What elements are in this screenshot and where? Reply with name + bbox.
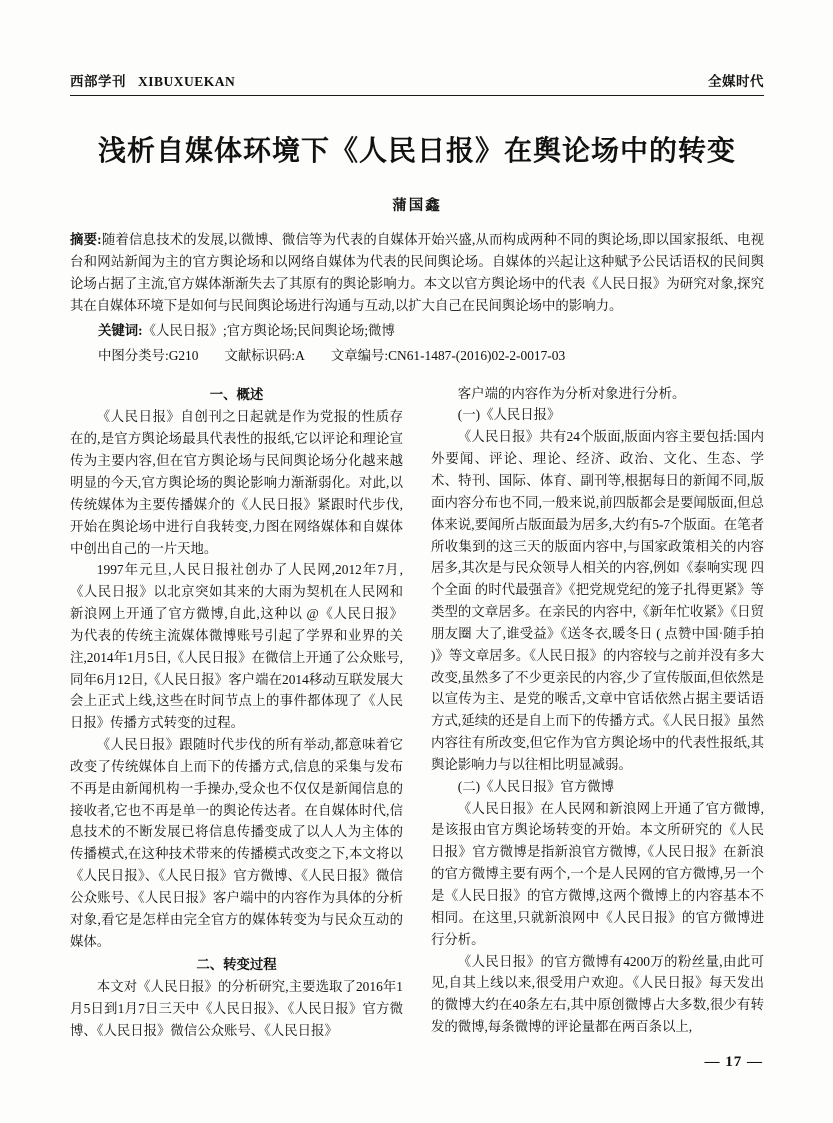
journal-name-cn: 西部学刊 xyxy=(70,74,126,89)
body-paragraph: 《人民日报》共有24个版面,版面内容主要包括:国内外要闻、评论、理论、经济、政治、文化、生态、学术、特刊、国际、体育、副刊等,根据每日的新闻不同,版面内容分布也不同,一般来说,前四版都会是要闻版面,但总体来说,要闻所占版面最为居多,大约有5-7个版面。在笔者所收集到的这三天的版面内容中,与国家政策相关的内容居多,其次是与民众领导人相关的内容,例如《泰响实现 四个全面 的时代最强音》《把党规党纪的笼子扎得更紧》等类型的文章居多。在亲民的内容中,《新年忙收紧》《日贸 朋友圈 大了,谁受益》《送冬衣,暖冬日 ( 点赞中国·随手拍 )》等文章居多。《人民日报》的内容较与之前并没有多大改变,虽然多了不少更亲民的内容,少了宣传版面,但依然是以宣传为主、是党的喉舌,文章中官话依然占据主要话语方式,延续的还是自上而下的传播方式。《人民日报》虽然内容往有所改变,但它作为官方舆论场中的代表性报纸,其舆论影响力与以往相比明显减弱。 xyxy=(431,429,764,772)
abstract-text: 随着信息技术的发展,以微博、微信等为代表的自媒体开始兴盛,从而构成两种不同的舆论场,即以国家报纸、电视台和网站新闻为主的官方舆论场和以网络自媒体为代表的民间舆论场。自媒体的兴起让这种赋予公民话语权的民间舆论场占据了主流,官方媒体渐渐失去了其原有的舆论影响力。本文以官方舆论场中的代表《人民日报》为研究对象,探究其在自媒体环境下是如何与民间舆论场进行沟通与互动,以扩大自己在民间舆论场中的影响力。 xyxy=(70,232,764,313)
body-paragraph: 1997年元旦,人民日报社创办了人民网,2012年7月,《人民日报》以北京突如其来的大雨为契机在人民网和新浪网上开通了官方微博,自此,这种以 @《人民日报》 为代表的传统主流媒体微博账号引起了学界和业界的关注,2014年1月5日,《人民日报》在微信上开通了公众账号,同年6月12日,《人民日报》客户端在2014移动互联发展大会上正式上线,这些在时间节点上的事件都体现了《人民日报》传播方式转变的过程。 xyxy=(70,562,403,731)
section-name: 全媒时代 xyxy=(708,74,764,89)
article-number-label: 文章编号: xyxy=(330,347,389,363)
section-heading: 一、概述 xyxy=(209,386,264,402)
page-content xyxy=(70,70,764,1042)
clc-value: G210 xyxy=(168,347,199,363)
journal-name-en: XIBUXUEKAN xyxy=(138,74,236,89)
body-columns xyxy=(70,383,764,1042)
body-paragraph: (一)《人民日报》 xyxy=(457,407,561,423)
body-paragraph: 本文对《人民日报》的分析研究,主要选取了2016年1月5日到1月7日三天中《人民日报》、《人民日报》官方微博、《人民日报》微信公众账号、《人民日报》 xyxy=(70,979,403,1039)
page-title: 浅析自媒体环境下《人民日报》在舆论场中的转变 xyxy=(97,136,736,167)
keywords-text: 《人民日报》;官方舆论场;民间舆论场;微博 xyxy=(142,323,395,339)
section-heading: 二、转变过程 xyxy=(196,956,277,972)
body-paragraph: 《人民日报》在人民网和新浪网上开通了官方微博,是该报由官方舆论场转变的开始。本文所研究的《人民日报》官方微博是指新浪官方微博,《人民日报》在新浪的官方微博主要有两个,一个是人民网的官方微博,另一个是《人民日报》的官方微博,这两个微博上的内容基本不相同。在这里,只就新浪网中《人民日报》的官方微博进行分析。 xyxy=(431,800,764,947)
article-number-value: CN61-1487-(2016)02-2-0017-03 xyxy=(388,347,566,363)
abstract xyxy=(70,229,764,316)
doc-value: A xyxy=(295,347,305,363)
body-paragraph: 《人民日报》跟随时代步伐的所有举动,都意味着它改变了传统媒体自上而下的传播方式,信息的采集与发布不再是由新闻机构一手操办,受众也不仅仅是新闻信息的接收者,它也不再是单一的舆论传达者。在自媒体时代,信息技术的不断发展已将信息传播变成了以人人为主体的传播模式,在这种技术带来的传播模式改变之下,本文将以《人民日报》、《人民日报》官方微博、《人民日报》微信公众账号、《人民日报》客户端中的内容作为具体的分析对象,看它是怎样由完全官方的媒体转变为与民众互动的媒体。 xyxy=(70,737,403,949)
clc-label: 中图分类号: xyxy=(98,347,169,363)
body-paragraph: (二)《人民日报》官方微博 xyxy=(457,778,615,794)
classification-codes xyxy=(70,345,764,367)
body-paragraph: 《人民日报》的官方微博有4200万的粉丝量,由此可见,自其上线以来,很受用户欢迎。《人民日报》每天发出的微博大约在40条左右,其中原创微博占大多数,很少有转发的微博,每条微博的评论量都在两百条以上, xyxy=(431,953,764,1035)
running-head xyxy=(70,70,764,94)
header-divider xyxy=(70,95,764,96)
body-paragraph: 《人民日报》自创刊之日起就是作为党报的性质存在的,是官方舆论场最具代表性的报纸,它以评论和理论宣传为主要内容,但在官方舆论场与民间舆论场分化越来越明显的今天,官方舆论场的舆论影响力渐渐弱化。对此,以传统媒体为主要传播媒介的《人民日报》紧跟时代步伐,开始在舆论场中进行自我转变,力图在网络媒体和自媒体中创出自己的一片天地。 xyxy=(70,409,403,556)
author-name: 蒲国鑫 xyxy=(392,198,442,215)
column-right xyxy=(431,383,764,1042)
page-number: — 17 — xyxy=(704,1054,763,1070)
keywords-label: 关键词: xyxy=(98,323,143,339)
journal-name xyxy=(70,70,235,90)
keywords xyxy=(70,320,764,342)
body-paragraph: 客户端的内容作为分析对象进行分析。 xyxy=(457,385,686,401)
doc-label: 文献标识码: xyxy=(224,347,296,363)
abstract-label: 摘要: xyxy=(70,232,102,248)
column-left xyxy=(70,383,403,1042)
